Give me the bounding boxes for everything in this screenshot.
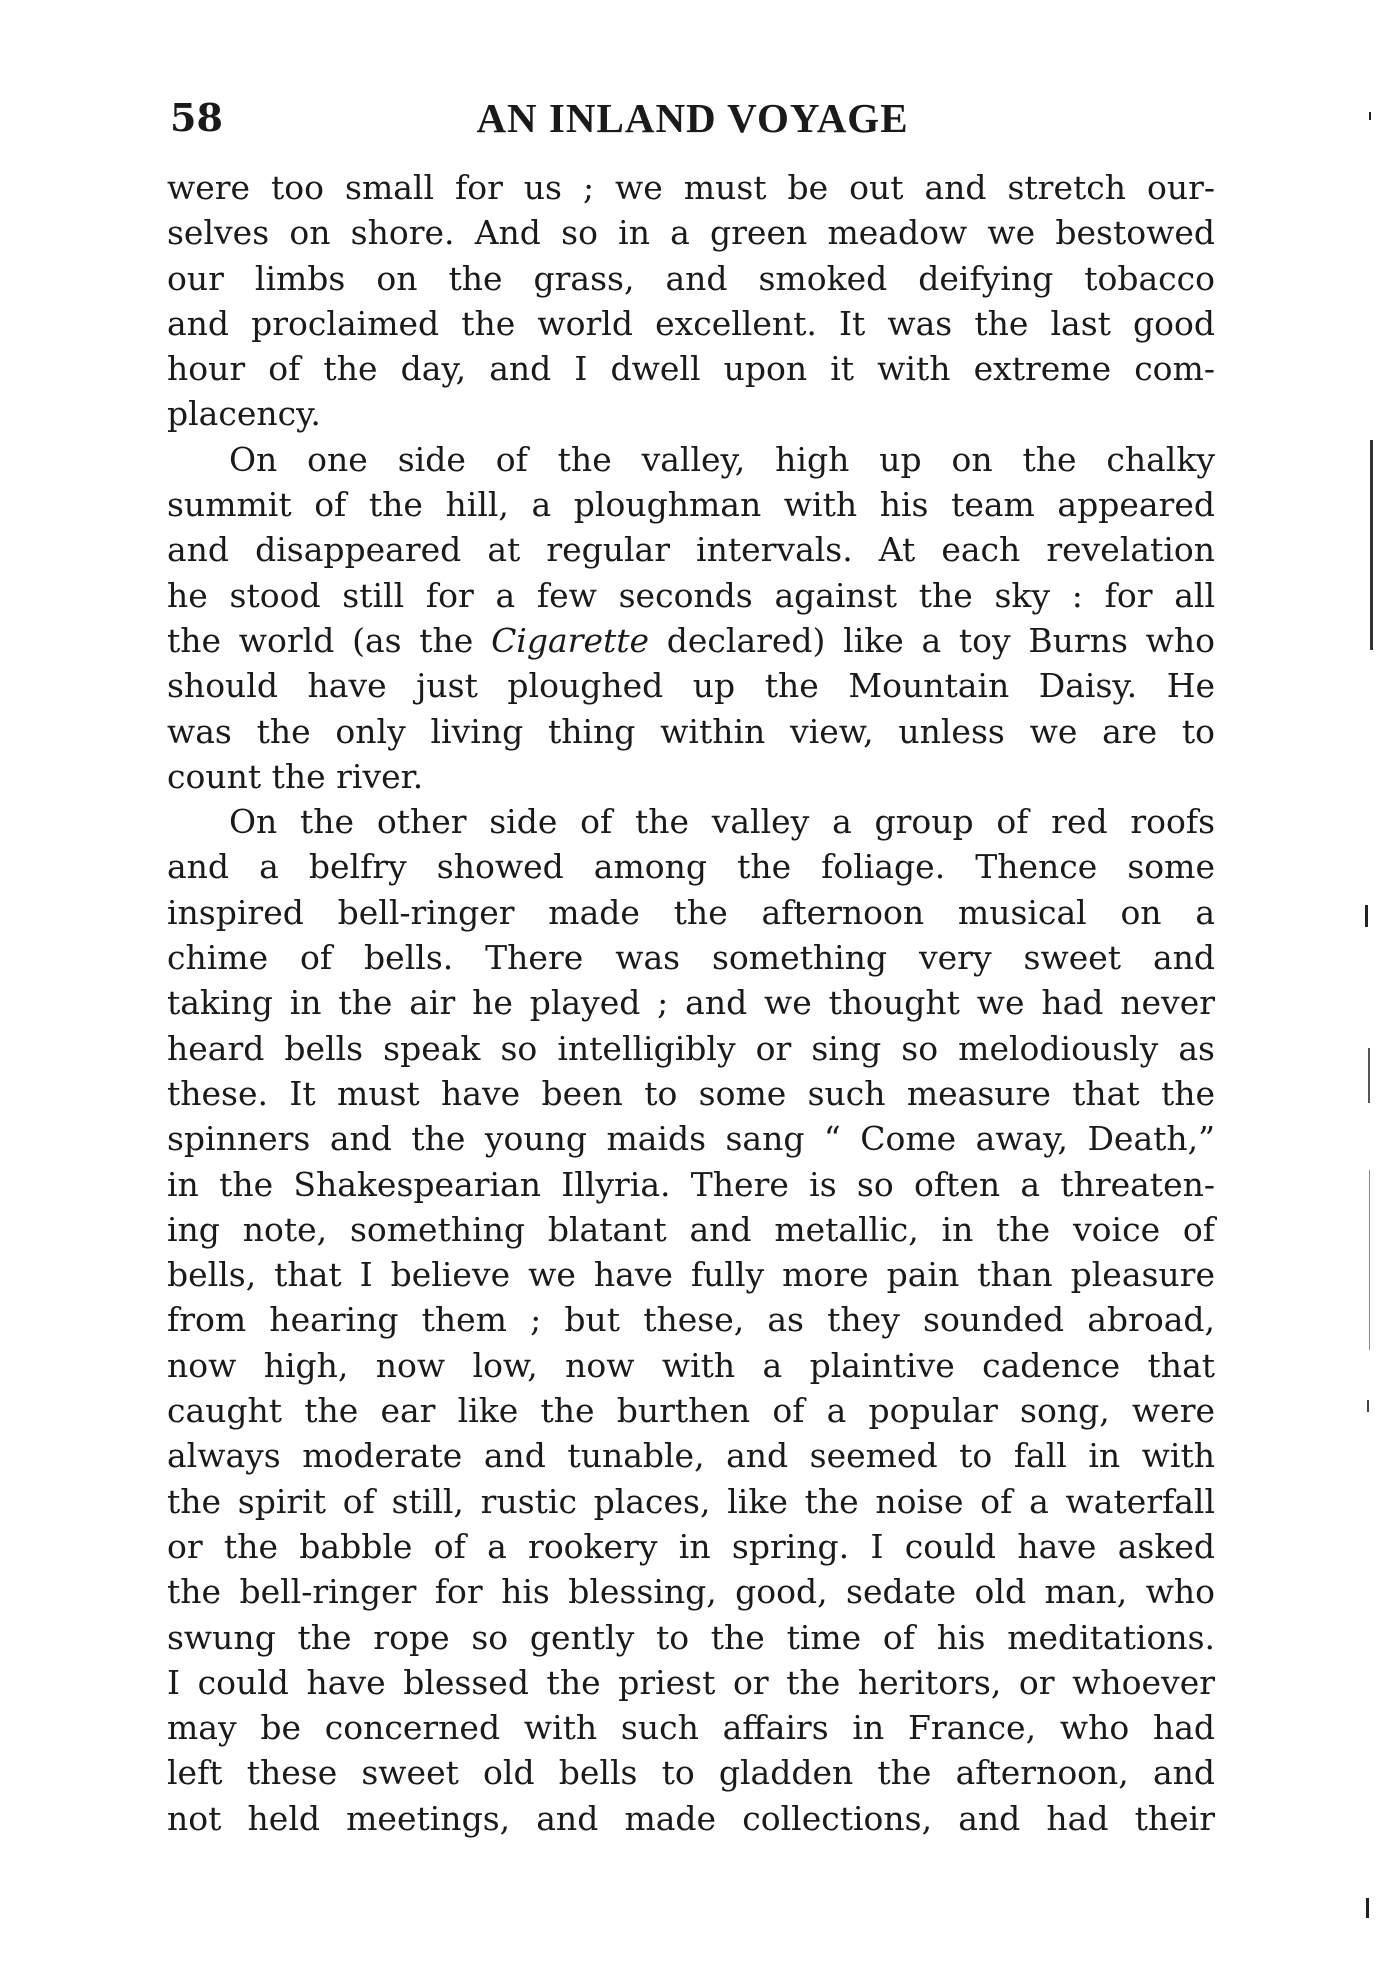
scan-artifact (1366, 1898, 1369, 1918)
text-line: he stood still for a few seconds against the sky : for all (167, 575, 1215, 615)
text-line: left these sweet old bells to gladden the afternoon, and (167, 1753, 1215, 1793)
text-line: ing note, something blatant and metallic, in the voice of (167, 1209, 1215, 1249)
italic-title: Cigarette (491, 620, 650, 660)
text-segment: the world (as the (167, 620, 492, 660)
running-head (170, 88, 1215, 148)
text-line: and proclaimed the world excellent. It was the last good (167, 303, 1215, 343)
text-line: the spirit of still, rustic places, like the noise of a waterfall (167, 1481, 1215, 1521)
text-line: hour of the day, and I dwell upon it with extreme com- (167, 349, 1215, 389)
text-line: swung the rope so gently to the time of his meditations. (167, 1617, 1215, 1657)
text-line: now high, now low, now with a plaintive cadence that (167, 1345, 1215, 1385)
text-line: may be concerned with such affairs in France, who had (167, 1708, 1215, 1748)
text-line: chime of bells. There was something very sweet and (167, 938, 1215, 978)
text-line: and a belfry showed among the foliage. Thence some (167, 847, 1215, 887)
text-line: should have just ploughed up the Mountain Daisy. He (167, 666, 1215, 706)
text-line: caught the ear like the burthen of a popular song, were (167, 1391, 1215, 1431)
text-line: count the river. (167, 756, 424, 796)
text-line: was the only living thing within view, unless we are to (167, 711, 1215, 751)
text-line: taking in the air he played ; and we thought we had never (167, 983, 1215, 1023)
text-line: summit of the hill, a ploughman with his team appeared (167, 485, 1215, 525)
text-line: always moderate and tunable, and seemed to fall in with (167, 1436, 1215, 1476)
text-line: inspired bell-ringer made the afternoon musical on a (167, 892, 1215, 932)
text-line: these. It must have been to some such measure that the (167, 1073, 1215, 1113)
scan-artifact (1365, 905, 1368, 927)
text-line: On one side of the valley, high up on the chalky (229, 439, 1215, 479)
text-line: in the Shakespearian Illyria. There is so often a threaten- (167, 1164, 1215, 1204)
text-line: the bell-ringer for his blessing, good, sedate old man, who (167, 1572, 1215, 1612)
scan-artifact (1369, 112, 1371, 120)
text-line: spinners and the young maids sang “ Come away, Death,” (167, 1119, 1215, 1159)
text-line: bells, that I believe we have fully more pain than pleasure (167, 1255, 1215, 1295)
text-line: not held meetings, and made collections, and had their (167, 1798, 1215, 1838)
text-line: were too small for us ; we must be out and stretch our- (167, 168, 1215, 207)
text-line: our limbs on the grass, and smoked deifying tobacco (167, 258, 1215, 298)
text-line: from hearing them ; but these, as they sounded abroad, (167, 1300, 1215, 1340)
running-title: AN INLAND VOYAGE (476, 95, 909, 141)
text-line: heard bells speak so intelligibly or sing so melodiously as (167, 1028, 1215, 1068)
scan-artifact (1370, 440, 1373, 650)
scan-artifact (1369, 1170, 1370, 1350)
scan-artifact (1368, 1048, 1370, 1103)
text-line (167, 618, 1215, 663)
text-line: and disappeared at regular intervals. At each revelation (167, 530, 1215, 570)
scan-artifact (1367, 1400, 1369, 1412)
text-line: On the other side of the valley a group of red roofs (229, 802, 1215, 842)
text-segment: declared) like a toy Burns who (649, 620, 1215, 660)
text-line: selves on shore. And so in a green meadow we bestowed (167, 213, 1215, 253)
text-line: placency. (167, 394, 321, 434)
text-line: I could have blessed the priest or the heritors, or whoever (167, 1662, 1215, 1702)
text-line: or the babble of a rookery in spring. I could have asked (167, 1526, 1215, 1566)
page-number: 58 (170, 95, 223, 140)
body-text (167, 165, 1215, 1841)
